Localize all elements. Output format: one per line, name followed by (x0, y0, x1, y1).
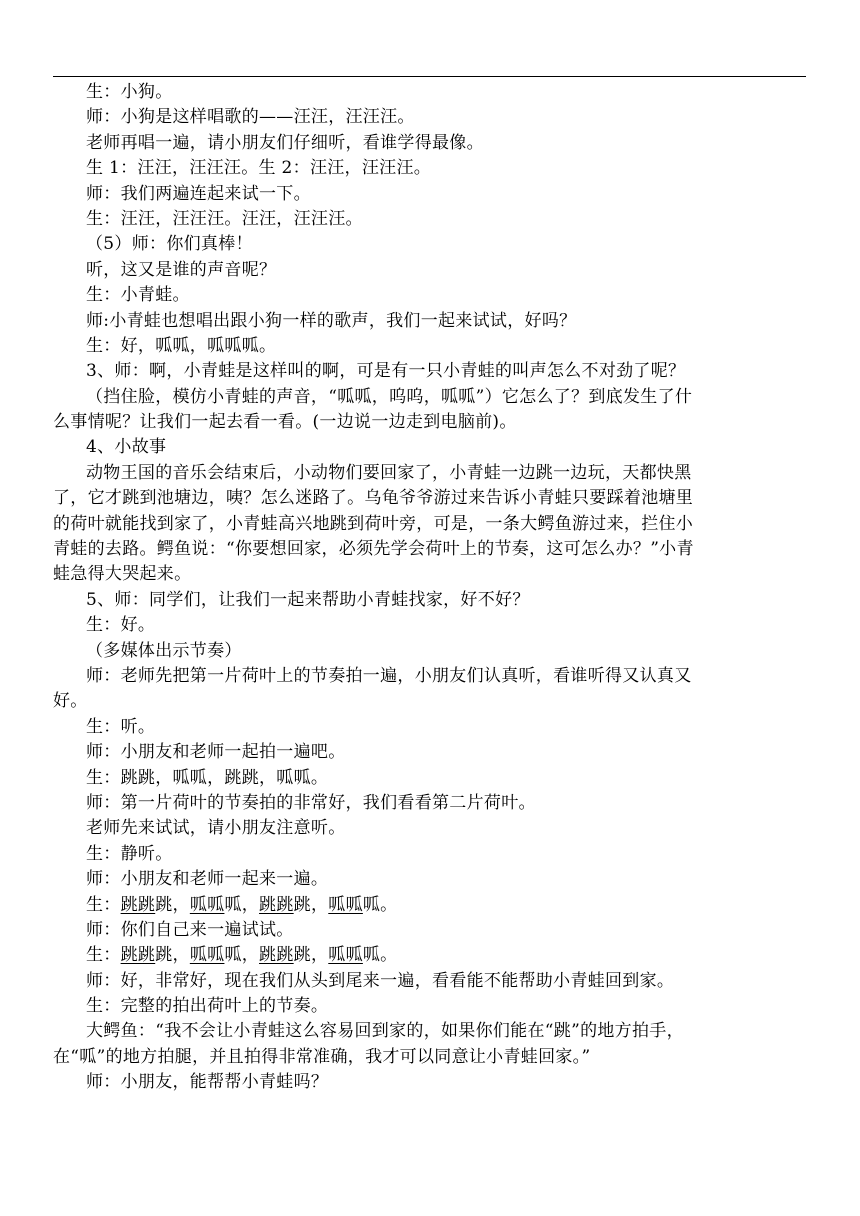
rhythm-text: 跳， (293, 894, 329, 915)
text-line: 老师再唱一遍，请小朋友们仔细听，看谁学得最像。 (86, 132, 484, 153)
rhythm-text: 跳， (155, 894, 190, 915)
text-line: 在“呱”的地方拍腿，并且拍得非常准确，我才可以同意让小青蛙回家。” (53, 1046, 591, 1067)
text-line: 蛙急得大哭起来。 (53, 564, 192, 585)
speaker-label: 生： (86, 894, 121, 915)
rhythm-text: 呱， (224, 945, 260, 966)
rhythm-text: 呱， (224, 894, 260, 915)
text-line: 老师先来试试，请小朋友注意听。 (86, 818, 346, 839)
text-line: 师：小朋友和老师一起来一遍。 (86, 869, 329, 890)
text-line: 动物王国的音乐会结束后，小动物们要回家了，小青蛙一边跳一边玩，天都快黑 (86, 462, 692, 483)
text-line: 听，这又是谁的声音呢？ (86, 259, 277, 280)
text-line: 生：跳跳，呱呱，跳跳，呱呱。 (86, 767, 329, 788)
rhythm-underlined: 跳跳 (120, 894, 156, 915)
text-line: 师：我们两遍连起来试一下。 (86, 183, 311, 204)
text-line: 么事情呢？让我们一起去看一看。(一边说一边走到电脑前)。 (53, 412, 517, 433)
document-body (53, 80, 814, 1096)
rhythm-text: 跳， (155, 945, 190, 966)
text-line: 的荷叶就能找到家了，小青蛙高兴地跳到荷叶旁，可是，一条大鳄鱼游过来，拦住小 (53, 513, 694, 534)
text-line: 生：好，呱呱，呱呱呱。 (86, 335, 277, 356)
text-line: 师：老师先把第一片荷叶上的节奏拍一遍，小朋友们认真听，看谁听得又认真又 (86, 665, 692, 686)
text-line: 师：你们自己来一遍试试。 (86, 919, 294, 940)
text-line: 生：听。 (86, 716, 156, 737)
text-line: 5、师：同学们，让我们一起来帮助小青蛙找家，好不好？ (86, 589, 530, 610)
text-line: 师：好，非常好，现在我们从头到尾来一遍，看看能不能帮助小青蛙回到家。 (86, 970, 675, 991)
text-line: 好。 (53, 691, 88, 712)
text-line: 生：完整的拍出荷叶上的节奏。 (86, 996, 329, 1017)
rhythm-underlined: 呱呱 (189, 945, 225, 966)
text-line: （挡住脸，模仿小青蛙的声音，“呱呱，呜呜，呱呱”）它怎么了？到底发生了什 (86, 386, 693, 407)
rhythm-underlined: 跳跳 (259, 945, 294, 966)
text-line: 生：汪汪，汪汪汪。汪汪，汪汪汪。 (86, 208, 363, 229)
text-line: 生：静听。 (86, 843, 173, 864)
text-line: 了，它才跳到池塘边，咦？怎么迷路了。乌龟爷爷游过来告诉小青蛙只要踩着池塘里 (53, 488, 694, 509)
text-line: 生：小狗。 (86, 82, 173, 102)
rhythm-underlined: 呱呱 (328, 945, 363, 966)
header-rule (53, 76, 806, 77)
text-line: 师：小朋友，能帮帮小青蛙吗？ (86, 1072, 329, 1093)
text-line: 大鳄鱼：“我不会让小青蛙这么容易回到家的，如果你们能在“跳”的地方拍手， (86, 1021, 684, 1042)
text-line: （5）师：你们真棒！ (86, 234, 253, 255)
rhythm-underlined: 跳跳 (120, 945, 156, 966)
speaker-label: 生： (86, 945, 121, 966)
text-line: 生：好。 (86, 615, 156, 636)
rhythm-text: 跳， (293, 945, 329, 966)
text-line: 3、师：啊，小青蛙是这样叫的啊，可是有一只小青蛙的叫声怎么不对劲了呢？ (86, 361, 686, 382)
rhythm-underlined: 跳跳 (259, 894, 294, 915)
text-line: 青蛙的去路。鳄鱼说：“你要想回家，必须先学会荷叶上的节奏，这可怎么办？”小青 (53, 539, 694, 560)
text-line: 师:小青蛙也想唱出跟小狗一样的歌声，我们一起来试试，好吗？ (86, 310, 577, 331)
text-line: 生 1：汪汪，汪汪汪。生 2：汪汪，汪汪汪。 (86, 158, 432, 179)
text-line: （多媒体出示节奏） (86, 640, 242, 661)
rhythm-text: 呱。 (362, 894, 398, 915)
rhythm-underlined: 呱呱 (328, 894, 363, 915)
rhythm-line (66, 943, 814, 968)
rhythm-line (66, 893, 814, 918)
text-line: 师：小朋友和老师一起拍一遍吧。 (86, 742, 346, 763)
section-heading: 4、小故事 (86, 437, 167, 458)
rhythm-text: 呱。 (362, 945, 398, 966)
text-line: 师：第一片荷叶的节奏拍的非常好，我们看看第二片荷叶。 (86, 792, 536, 813)
text-line: 师：小狗是这样唱歌的——汪汪，汪汪汪。 (86, 107, 415, 128)
rhythm-underlined: 呱呱 (189, 894, 225, 915)
text-line: 生：小青蛙。 (86, 285, 190, 306)
